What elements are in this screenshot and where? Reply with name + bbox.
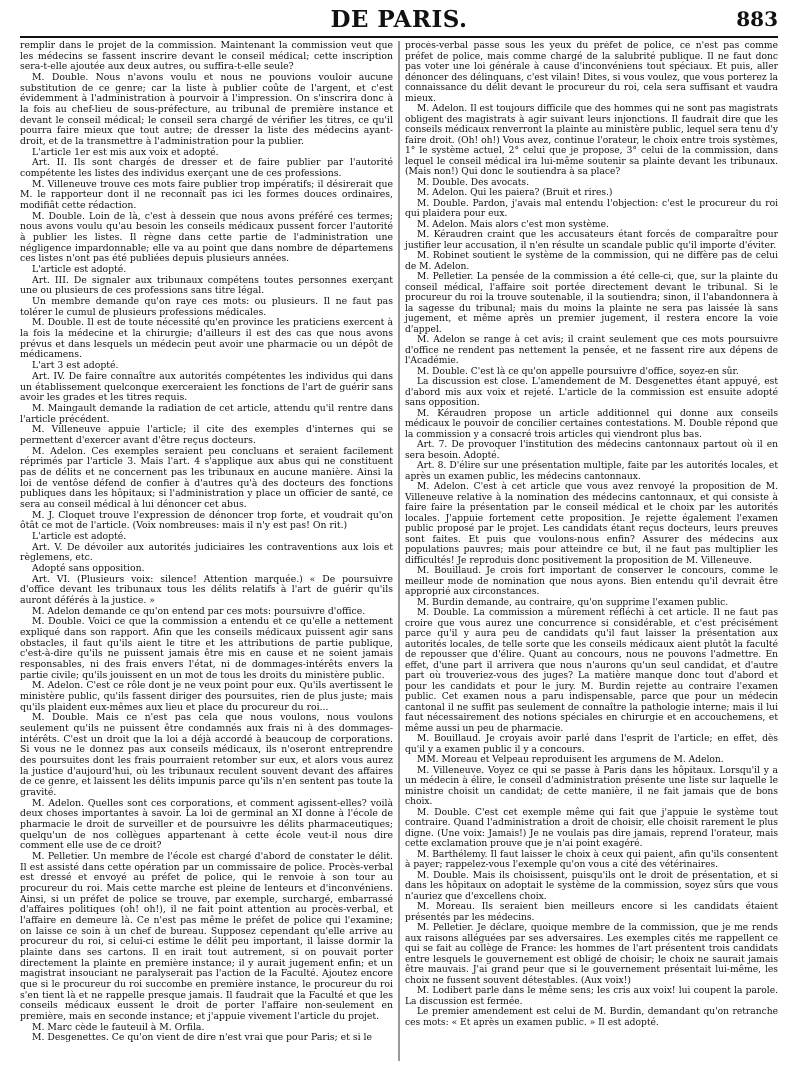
paragraph: M. Adelon. Qui les paiera? (Bruit et rires.) (417, 188, 613, 198)
paragraph: MM. Moreau et Velpeau reproduisent les argumens de M. Adelon. (417, 755, 724, 765)
paragraph: L'article est adopté. (32, 530, 127, 542)
right-column (405, 41, 778, 1061)
paragraph: M. Double. Mais ce n'est pas cela que nous voulons, nous voulons seulement qu'ils ne puissent être condamnés aux frais ni à des dommages-intérêts. C'est un droit que la loi a déjà accordé à beaucoup de corporations. Si vous ne le donnez pas aux conseils médicaux, ils n'oseront entreprendre des poursuites dont les frais pourraient retomber sur eux, et alors vous aurez la justice d'aujourd'hui, où les tribunaux reculent souvent devant des affaires de ce genre, et laissent les délits impunis parce qu'ils n'en sentent pas toute la gravité. (20, 712, 393, 799)
paragraph: remplir dans le projet de la commission. Maintenant la commission veut que les médecins se fassent inscrire devant le conseil médical; cette inscription sera-t-elle ajoutée aux deux autres, ou suffira-t-elle seule? (20, 41, 393, 73)
paragraph: La discussion est close. L'amendement de M. Desgenettes étant appuyé, est d'abord mis aux voix et rejeté. L'article de la commission est ensuite adopté sans opposition. (405, 377, 778, 408)
paragraph: M. Adelon. Ces exemples seraient peu concluans et seraient facilement réprimés par l'article 3. Mais l'art. 4 s'applique aux abus qui ne constituent pas de délits et ne concernent pas les tribunaux en aucune manière. Ainsi la loi de ventôse défend de confier à d'autres qu'à des docteurs des fonctions publiques dans les hôpitaux; si l'administration y place un officier de santé, ce sera au conseil médical à lui dénoncer cet abus. (20, 445, 393, 510)
paragraph: M. Double. Nous n'avons voulu et nous ne pouvions vouloir aucune substitution de ce genre; car la liste à publier coûte de l'argent, et c'est évidemment à l'administration à pourvoir à l'impression. On s'inscrira donc à la fois au chef-lieu de sous-préfecture, au tribunal de première instance et devant le conseil médical; le conseil sera chargé de vérifier les titres, ce qu'il pourra faire mieux que tout autre; de dresser la liste des médecins ayant-droit, et de la transmettre à l'administration pour la publier. (20, 72, 393, 148)
paragraph: M. Kéraudren craint que les accusateurs étant forcés de comparaître pour justifier leur accusation, il n'en résulte un scandale public qu'il importe d'éviter. (405, 230, 778, 251)
paragraph: M. Robinet soutient le système de la commission, qui ne diffère pas de celui de M. Adelon. (405, 251, 778, 272)
paragraph: M. Maingault demande la radiation de cet article, attendu qu'il rentre dans l'article précédent. (20, 402, 393, 425)
paragraph: Art. 7. De provoquer l'institution des médecins cantonnaux partout où il en sera besoin. Adopté. (405, 440, 778, 461)
paragraph: Art. III. De signaler aux tribunaux compétens toutes personnes exerçant une ou plusieurs de ces professions sans titre légal. (20, 274, 393, 297)
paragraph: M. Adelon. Mais alors c'est mon système. (417, 219, 609, 230)
paragraph: Le premier amendement est celui de M. Burdin, demandant qu'on retranche ces mots: « Et après un examen public. » Il est adopté. (405, 1007, 778, 1028)
paragraph: M. Kéraudren propose un article additionnel qui donne aux conseils médicaux le pouvoir de concilier certaines contestations. M. Double répond que la commission y a consacré trois articles qui viendront plus bas. (405, 408, 778, 440)
paragraph: M. Double. Des avocats. (417, 177, 529, 188)
paragraph: M. Burdin demande, au contraire, qu'on supprime l'examen public. (417, 597, 729, 608)
paragraph: M. Adelon se range à cet avis; il craint seulement que ces mots poursuivre d'office ne rendent pas nettement la pensée, et ne fassent rire aux dépens de l'Académie. (405, 335, 778, 366)
paragraph: Art. V. De dévoiler aux autorités judiciaires les contraventions aux lois et règlemens, etc. (20, 541, 393, 564)
paragraph: M. Double. Mais ils choisissent, puisqu'ils ont le droit de présentation, et si dans les hôpitaux on adoptait le système de la commission, soyez sûrs que vous n'auriez que d'excellens choix. (405, 870, 778, 902)
paragraph: M. Double. Voici ce que la commission a entendu et ce qu'elle a nettement expliqué dans son rapport. Afin que les conseils médicaux puissent agir sans obstacles, il faut qu'ils aient le titre et les attributions de partie publique, c'est-à-dire qu'ils ne puissent jamais être mis en cause et ne soient jamais responsables, ni des frais envers l'état, ni de dommages-intérêts envers la partie civile; qu'ils jouissent en un mot de tous les droits du ministère public. (20, 616, 393, 681)
column-divider (399, 41, 400, 1061)
paragraph: M. Bouillaud. Je croyais avoir parlé dans l'esprit de l'article; en effet, dès qu'il y a examen public il y a concours. (405, 734, 778, 755)
paragraph: L'article 1er est mis aux voix et adopté. (32, 146, 219, 158)
paragraph: Art. VI. (Plusieurs voix: silence! Attention marquée.) « De poursuivre d'office devant les tribunaux tous les délits relatifs à l'art de guérir qu'ils auront déférés à la justice. » (20, 573, 393, 606)
paragraph: M. Pelletier. La pensée de la commission a été celle-ci, que, sur la plainte du conseil médical, l'affaire soit portée directement devant le tribunal. Si le procureur du roi la trouve soutenable, il la soutiendra; sinon, il l'abandonnera à la sagesse du tribunal; mais du moins la plainte ne sera pas laissée là sans jugement, et même après un premier jugement, il restera encore la voie d'appel. (405, 272, 778, 335)
paragraph: M. Villeneuve appuie l'article; il cite des exemples d'internes qui se permettent d'exercer avant d'être reçus docteurs. (20, 424, 393, 446)
paragraph: M. Adelon. Quelles sont ces corporations, et comment agissent-elles? voilà deux choses importantes à savoir. La loi de germinal an XI donne à l'école de pharmacie le droit de surveiller et de poursuivre les délits pharmaceutiques; quelqu'un de nos collègues appartenant à cette école veut-il nous dire comment elle use de ce droit? (20, 797, 393, 852)
paragraph: L'art 3 est adopté. (32, 360, 119, 372)
paragraph: M. Double. La commission a mûrement réfléchi à cet article. Il ne faut pas croire que vous aurez une concurrence si considérable, et c'est précisément parce qu'il y aura peu de candidats qu'il faut laisser la présentation aux autorités locales, de telle sorte que les conseils médicaux aient plutôt la faculté de repousser que d'élire. Quant au concours, nous ne pouvons l'admettre. En effet, d'une part il arrivera que nous n'aurons qu'un seul candidat, et d'autre part où trouveriez-vous des juges? La matière manque donc tout d'abord et pour les candidats et pour le jury. M. Burdin rejette au contraire l'examen public. Cet examen nous a paru indispensable, parce que pour un médecin cantonal il ne suffit pas seulement de connaître la pathologie interne; mais il lui faut nécessairement des notions spéciales en chirurgie et en accouchemens, et même aussi un peu de pharmacie. (405, 608, 778, 734)
paragraph: Un membre demande qu'on raye ces mots: ou plusieurs. Il ne faut pas tolérer le cumul de plusieurs professions médicales. (20, 296, 393, 318)
paragraph: M. Pelletier. Je déclare, quoique membre de la commission, que je me rends aux raisons alléguées par ses adversaires. Les exemples cités me rappellent ce qui se fait au collège de France: les hommes de l'art présentent trois candidats entre lesquels le gouvernement est obligé de choisir; le choix ne saurait jamais être mauvais. J'ai grand peur que si le gouvernement présentait lui-même, les choix ne fussent souvent détestables. (Aux voix!) (405, 923, 778, 986)
paragraph: M. Double. C'est cet exemple même qui fait que j'appuie le système tout contraire. Quand l'administration a droit de choisir, elle choisit rarement le plus digne. (Une voix: Jamais!) Je ne voulais pas dire jamais, reprend l'orateur, mais cette exclamation prouve que je n'ai point exagéré. (405, 807, 778, 849)
paragraph: M. Double. Pardon, j'avais mal entendu l'objection: c'est le procureur du roi qui plaidera pour eux. (405, 198, 778, 219)
paragraph: M. Adelon. C'est ce rôle dont je ne veux point pour eux. Qu'ils avertissent le ministère public, qu'ils fassent diriger des poursuites, rien de plus juste; mais qu'ils plaident eux-mêmes aux lieu et place du procureur du roi... (20, 680, 393, 713)
text-columns (20, 41, 778, 1061)
page-header (20, 6, 778, 38)
paragraph: M. Bouillaud. Je crois fort important de conserver le concours, comme le meilleur mode de nomination que nous ayons. Bien entendu qu'il devrait être approprié aux circonstances. (405, 566, 778, 597)
running-title: DE PARIS. (330, 6, 468, 33)
paragraph: M. Desgenettes. Ce qu'on vient de dire n'est vrai que pour Paris; et si le (32, 1032, 373, 1044)
paragraph: Adopté sans opposition. (32, 562, 145, 574)
paragraph: M. Double. Loin de là, c'est à dessein que nous avons préféré ces termes; nous avons voulu qu'au besoin les conseils médicaux pussent forcer l'autorité à publier les listes. Il règne dans cette partie de l'administration une négligence impardonnable; elle va au point que dans nombre de départemens ces listes n'ont pas été publiées depuis plusieurs années. (20, 210, 393, 265)
paragraph: M. Marc cède le fauteuil à M. Orfila. (32, 1021, 205, 1033)
paragraph: M. Villeneuve. Voyez ce qui se passe à Paris dans les hôpitaux. Lorsqu'il y a un médecin à élire, le conseil d'administration présente une liste sur laquelle le ministre choisit un candidat; de cette manière, il ne fait jamais que de bons choix. (405, 765, 778, 807)
paragraph: Art. II. Ils sont chargés de dresser et de faire publier par l'autorité compétente les listes des individus exerçant une de ces professions. (20, 157, 393, 180)
paragraph: M. Double. C'est là ce qu'on appelle poursuivre d'office, soyez-en sûr. (417, 366, 739, 377)
left-column (20, 41, 393, 1061)
paragraph: procès-verbal passe sous les yeux du préfet de police, ce n'est pas comme préfet de police, mais comme chargé de la salubrité publique. Il ne faut donc pas voter une loi générale à cause d'inconvéniens tout spéciaux. Et puis, aller dénoncer des délinquans, c'est vilain! Dites, si vous voulez, que vous porterez la connaissance du délit devant le procureur du roi, cela sera suffisant et vaudra mieux. (405, 41, 778, 104)
page-number: 883 (736, 7, 778, 31)
paragraph: M. Double. Il est de toute nécessité qu'en province les praticiens exercent à la fois la médecine et la chirurgie; d'ailleurs il est des cas que nous avons prévus et dans lesquels un médecin peut avoir une pharmacie ou un dépôt de médicamens. (20, 317, 393, 361)
paragraph: M. Moreau. Ils seraient bien meilleurs encore si les candidats étaient présentés par les médecins. (405, 902, 778, 923)
paragraph: M. Pelletier. Un membre de l'école est chargé d'abord de constater le délit. Il est assisté dans cette opération par un commissaire de police. Procès-verbal est dressé et envoyé au préfet de police, qui le renvoie à son tour au procureur du roi. Mais cette marche est pleine de lenteurs et d'inconvéniens. Ainsi, si un préfet de police se trouve, par exemple, surchargé, embarrassé d'affaires politiques (oh! oh!), il ne fait point attention au procès-verbal, et l'affaire en demeure là. Ce n'est pas même le préfet de police qui l'examine; on laisse ce soin à un chef de bureau. Supposez cependant qu'elle arrive au procureur du roi, si celui-ci estime le délit peu important, il laisse dormir la plainte dans ses cartons. Il en irait tout autrement, si on pouvait porter directement la plainte en première instance; il y aurait jugement enfin; et un magistrat insouciant ne paralyserait pas l'action de la Faculté. Ajoutez encore que si le procureur du roi succombe en première instance, le procureur du roi s'en tient là et ne rappelle presque jamais. Il faudrait que la Faculté et que les conseils médicaux eussent le droit de porter l'affaire non-seulement en première, mais en seconde instance; et j'appuie vivement l'article du projet. (20, 851, 393, 1023)
paragraph: M. Adelon. Il est toujours difficile que des hommes qui ne sont pas magistrats obligent des magistrats à agir suivant leurs injonctions. Il faudrait dire que les conseils médicaux renverront la plainte au ministère public, lequel sera tenu d'y faire droit. (Oh! oh!) Vous avez, continue l'orateur, le choix entre trois systèmes, 1° le système actuel, 2° celui que je propose, 3° celui de la commission, dans lequel le conseil médical ira lui-même soutenir sa plainte devant les tribunaux. (Mais non!) Qui donc le soutiendra à sa place? (405, 104, 778, 177)
paragraph: Art. IV. De faire connaître aux autorités compétentes les individus qui dans un établissement quelconque exerceraient les fonctions de l'art de guérir sans avoir les grades et les titres requis. (20, 370, 393, 404)
paragraph: M. Villeneuve trouve ces mots faire publier trop impératifs; il désirerait que M. le rapporteur dont il ne reconnaît pas ici les formes douces ordinaires, modifiât cette rédaction. (20, 178, 393, 212)
paragraph: M. Lodibert parle dans le même sens; les cris aux voix! lui coupent la parole. La discussion est fermée. (405, 986, 778, 1007)
paragraph: M. Barthélemy. Il faut laisser le choix à ceux qui paient, afin qu'ils consentent à payer; rappelez-vous l'exemple qu'on vous a cité des vétérinaires. (405, 849, 778, 870)
paragraph: M. Adelon demande ce qu'on entend par ces mots: poursuivre d'office. (32, 605, 366, 617)
paragraph: Art. 8. D'élire sur une présentation multiple, faite par les autorités locales, et après un examen public, les médecins cantonnaux. (405, 461, 778, 482)
paragraph: M. J. Cloquet trouve l'expression de dénoncer trop forte, et voudrait qu'on ôtât ce mot de l'article. (Voix nombreuses: mais il n'y est pas! On rit.) (20, 509, 393, 532)
paragraph: L'article est adopté. (32, 264, 127, 276)
paragraph: M. Adelon. C'est à cet article que vous avez renvoyé la proposition de M. Villeneuve relative à la nomination des médecins cantonnaux, et qui consiste à faire faire la présentation par le conseil médical et le choix par les autorités locales. J'appuie fortement cette proposition. Je rejette également l'examen public proposé par le projet. Les candidats étant reçus docteurs, leurs preuves sont faites. Et puis que voulons-nous enfin? Assurer des médecins aux populations pauvres; mais pour atteindre ce but, il ne faut pas multiplier les difficultés! Je reproduis donc positivement la proposition de M. Villeneuve. (405, 482, 778, 566)
